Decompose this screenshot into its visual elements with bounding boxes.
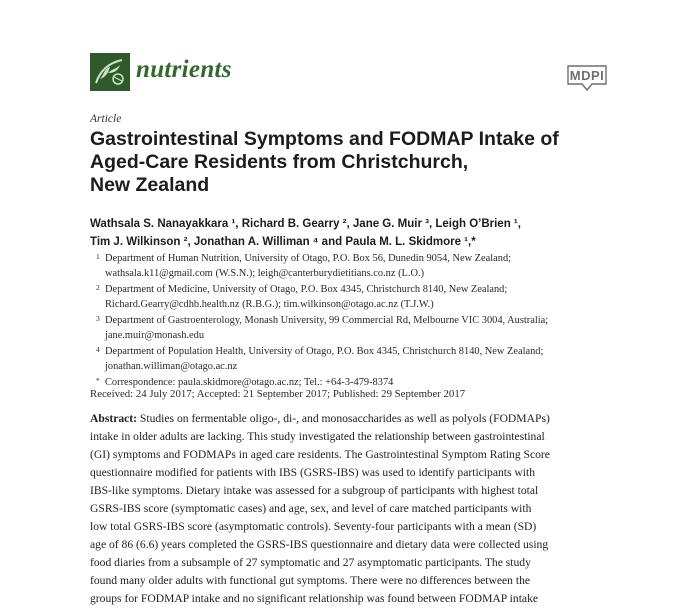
- abstract-label: Abstract:: [90, 412, 138, 425]
- article-type: Article: [90, 113, 122, 125]
- affiliation-email-line: wathsala.k11@gmail.com (W.S.N.); leigh@canterburydietitians.co.nz (L.O.): [105, 268, 425, 279]
- affiliation-line: Department of Medicine, University of Otago, P.O. Box 4345, Christchurch 8140, New Zealand;: [105, 284, 508, 295]
- abstract-line: intake in older adults are lacking. This study investigated the relationship between gastrointestinal: [90, 430, 545, 443]
- abstract-line: [90, 410, 618, 428]
- affiliation-item: [90, 251, 630, 281]
- title-line: New Zealand: [90, 174, 210, 196]
- article-title: [90, 128, 650, 197]
- abstract-line: questionnaire modified for patients with IBS (GSRS-IBS) was used to identify participants with: [90, 466, 536, 479]
- abstract-line: IBS-like symptoms. Dietary intake was assessed for a subgroup of participants with highest total: [90, 484, 539, 497]
- affiliation-number: 4: [96, 345, 100, 354]
- author-list: [90, 215, 650, 251]
- affiliation-item: [90, 282, 630, 312]
- affiliation-line: Department of Population Health, University of Otago, P.O. Box 4345, Christchurch 8140, New Zealand;: [105, 346, 544, 357]
- affiliation-number: 2: [96, 283, 100, 292]
- abstract-line: found many older adults with functional gut symptoms. There were no differences between the: [90, 574, 531, 587]
- correspondence-marker: *: [96, 376, 100, 385]
- abstract-line: GSRS-IBS score (symptomatic cases) and age, sex, and level of care matched participants with: [90, 502, 532, 515]
- correspondence-line: Correspondence: paula.skidmore@otago.ac.nz; Tel.: +64-3-479-8374: [105, 377, 394, 388]
- mdpi-logo-text: MDPI: [569, 68, 605, 83]
- author-line: Wathsala S. Nanayakkara ¹, Richard B. Gearry ², Jane G. Muir ³, Leigh O’Brien ¹,: [90, 218, 521, 230]
- publication-dates: Received: 24 July 2017; Accepted: 21 September 2017; Published: 29 September 2017: [90, 388, 466, 400]
- abstract-line: low total GSRS-IBS score (asymptomatic controls). Seventy-four participants with a mean (SD): [90, 520, 537, 533]
- abstract-line: groups for FODMAP intake and no significant relationship was found between FODMAP intake: [90, 592, 539, 605]
- journal-name: nutrients: [136, 56, 232, 83]
- affiliation-item: [90, 313, 630, 343]
- abstract-first-line: Studies on fermentable oligo-, di-, and monosaccharides as well as polyols (FODMAPs): [137, 412, 550, 425]
- affiliation-number: 1: [96, 252, 100, 261]
- author-line: Tim J. Wilkinson ², Jonathan A. Williman ⁴ and Paula M. L. Skidmore ¹,*: [90, 236, 476, 248]
- title-line: Aged-Care Residents from Christchurch,: [90, 151, 469, 173]
- journal-logo-icon: [90, 53, 130, 91]
- affiliation-email-line: Richard.Gearry@cdhb.health.nz (R.B.G.); tim.wilkinson@otago.ac.nz (T.J.W.): [105, 299, 434, 310]
- affiliation-item: [90, 344, 630, 374]
- affiliation-email-line: jane.muir@monash.edu: [105, 330, 205, 341]
- abstract-line: age of 86 (6.6) years completed the GSRS-IBS questionnaire and dietary data were collected using: [90, 538, 549, 551]
- mdpi-logo: [562, 62, 612, 92]
- abstract: [90, 410, 618, 608]
- affiliation-number: 3: [96, 314, 100, 323]
- title-line: Gastrointestinal Symptoms and FODMAP Intake of: [90, 128, 559, 150]
- affiliation-email-line: jonathan.williman@otago.ac.nz: [105, 361, 238, 372]
- affiliation-line: Department of Human Nutrition, University of Otago, P.O. Box 56, Dunedin 9054, New Zealand;: [105, 253, 512, 264]
- abstract-line: (GI) symptoms and FODMAPs in aged care residents. The Gastrointestinal Symptom Rating Score: [90, 448, 550, 461]
- affiliations: [90, 251, 630, 391]
- affiliation-line: Department of Gastroenterology, Monash University, 99 Commercial Rd, Melbourne VIC 3004, Australia;: [105, 315, 549, 326]
- abstract-line: food diaries from a subsample of 27 symptomatic and 27 asymptomatic participants. The study: [90, 556, 531, 569]
